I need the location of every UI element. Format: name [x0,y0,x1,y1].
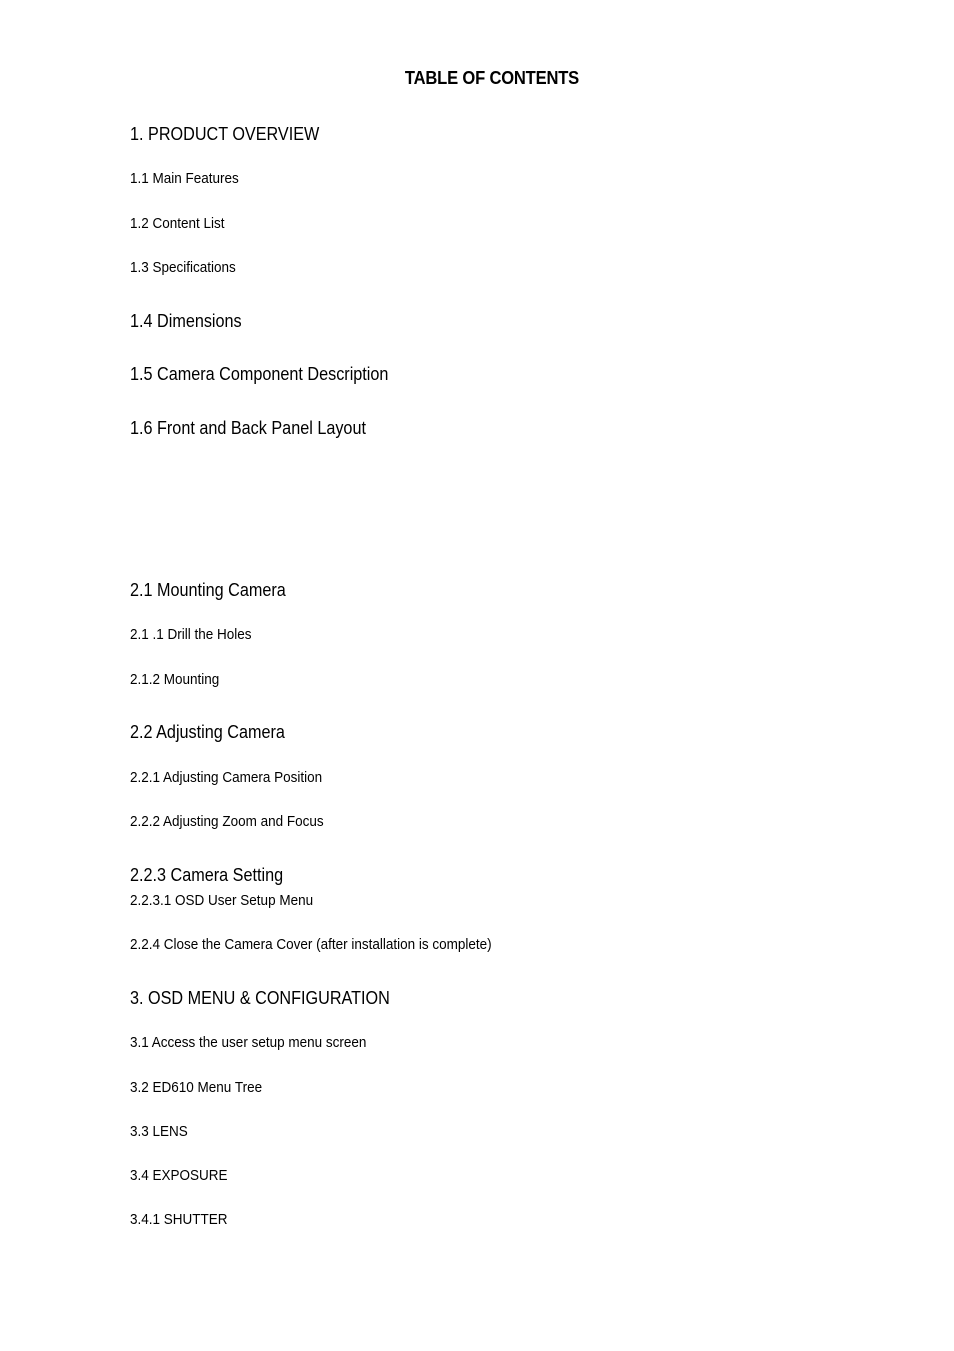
toc-entry-3-1: 3.1 Access the user setup menu screen [130,1034,367,1051]
toc-entry-2-2-2: 2.2.2 Adjusting Zoom and Focus [130,813,324,830]
toc-entry-2-2-1: 2.2.1 Adjusting Camera Position [130,769,323,786]
toc-entry-3-4: 3.4 EXPOSURE [130,1167,228,1184]
toc-entry-3-4-1: 3.4.1 SHUTTER [130,1211,228,1228]
toc-entry-1-4: 1.4 Dimensions [130,311,242,331]
toc-entry-1-2: 1.2 Content List [130,215,225,232]
toc-entry-2-1-2: 2.1.2 Mounting [130,671,220,688]
toc-entry-3-2: 3.2 ED610 Menu Tree [130,1079,263,1096]
toc-entry-1-3: 1.3 Specifications [130,259,236,276]
toc-entry-2-2-3: 2.2.3 Camera Setting [130,865,284,885]
toc-entry-1-6: 1.6 Front and Back Panel Layout [130,418,366,438]
toc-entry-2-2-4: 2.2.4 Close the Camera Cover (after installation is complete) [130,936,492,953]
toc-entry-2-2-3-1: 2.2.3.1 OSD User Setup Menu [130,892,314,909]
toc-entry-section-3: 3. OSD MENU & CONFIGURATION [130,988,390,1008]
toc-entry-3-3: 3.3 LENS [130,1123,188,1140]
toc-entry-1-5: 1.5 Camera Component Description [130,364,389,384]
toc-entry-2-2: 2.2 Adjusting Camera [130,722,285,742]
toc-entry-2-1: 2.1 Mounting Camera [130,580,286,600]
page-title: TABLE OF CONTENTS [404,68,580,88]
toc-entry-2-1-1: 2.1 .1 Drill the Holes [130,626,252,643]
toc-entry-section-1: 1. PRODUCT OVERVIEW [130,124,320,144]
toc-entry-1-1: 1.1 Main Features [130,170,239,187]
